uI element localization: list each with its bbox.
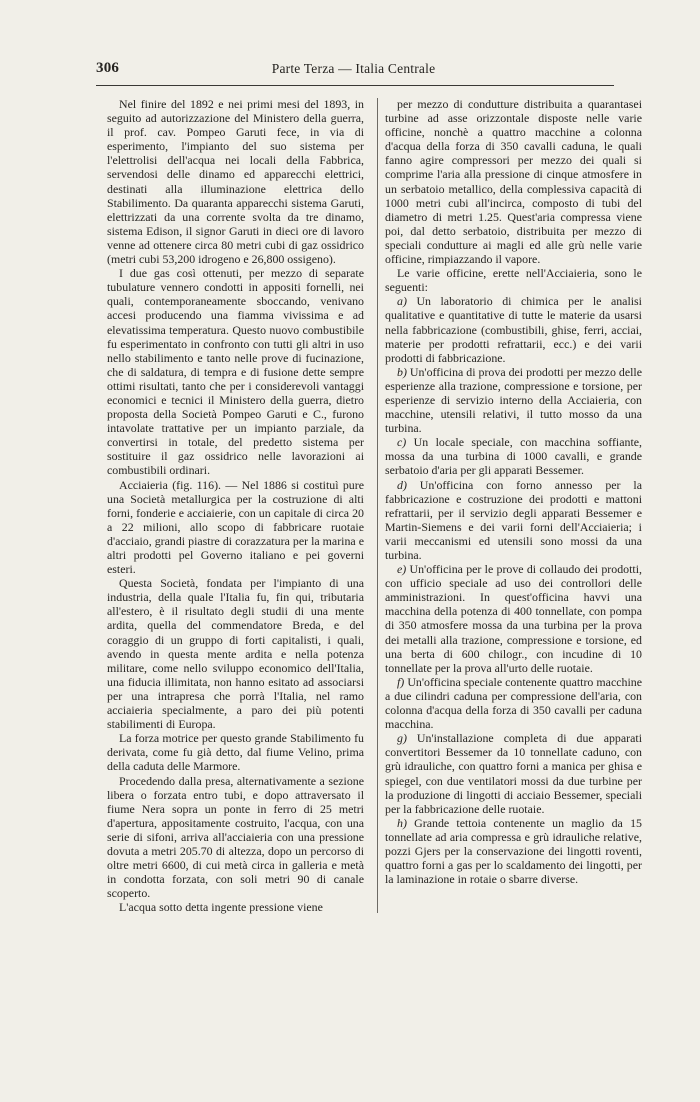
column-divider bbox=[377, 98, 378, 913]
paragraph: per mezzo di condutture distribuita a quarantasei turbine ad asse orizzontale disposte nelle varie officine, nonchè a quattro macchine a colonna d'acqua della forza di 350 cavalli caduna, le quali fanno agire compressori per mezzo dei quali si comprime l'aria alla pressione di cinque atmosfere in un serbatoio metallico, della complessiva capacità di 1000 metri cubi all'incirca, composto di tubi del diametro di metri 1.25. Quest'aria compressa viene poi, dal detto serbatoio, distribuita per mezzo di speciali condutture ai magli ed alle grù nelle varie officine, rimpiazzando il vapore. bbox=[385, 97, 642, 267]
paragraph: Acciaieria (fig. 116). — Nel 1886 si costituì pure una Società metallurgica per la costruzione di alti forni, fonderie e acciaierie, con un capitale di circa 20 a 22 milioni, allo scopo di fabbricare ruotaie d'acciaio, grandi piastre di corazzatura per la marina e altri prodotti pel Governo italiano e pei governi esteri. bbox=[107, 477, 364, 577]
item-text: Grande tettoia contenente un maglio da 15 tonnellate ad aria compressa e grù idrauliche relative, pozzi Gjers per la conservazione dei lingotti roventi, quattro forni a gas per lo scaldamento dei lingotti, per la laminazione in rotaie o sbarre diverse. bbox=[385, 815, 642, 887]
list-item bbox=[385, 435, 642, 477]
list-item bbox=[385, 562, 642, 675]
item-text: Un'officina speciale contenente quattro macchine a due cilindri caduna per compressione dell'aria, con colonna d'acqua della forza di 350 cavalli per caduna macchina. bbox=[385, 674, 642, 732]
list-item bbox=[385, 675, 642, 731]
page-header bbox=[96, 60, 611, 80]
item-marker: a) bbox=[397, 294, 407, 309]
item-text: Un laboratorio di chimica per le analisi qualitative e quantitative di tutte le materie da usarsi nella fabbricazione (combustibili, ghise, ferri, acciai, materie per prodotti refrattarii, ecc.) e dei varii prodotti di fabbricazione. bbox=[385, 294, 642, 365]
item-text: Un'installazione completa di due apparati convertitori Bessemer da 10 tonnellate caduno, con grù idrauliche, con quattro forni a manica per ghisa e spiegel, con due ventilatori mossi da due turbine per la produzione di lingotti di acciaio Bessemer, speciali per la fabbricazione delle ruotaie. bbox=[385, 731, 642, 816]
item-marker: g) bbox=[397, 731, 407, 746]
item-marker: h) bbox=[397, 815, 407, 830]
list-item bbox=[385, 294, 642, 364]
item-marker: d) bbox=[397, 477, 407, 492]
right-column bbox=[385, 97, 642, 886]
item-text: Un'officina di prova dei prodotti per mezzo delle esperienze alla trazione, compressione e torsione, per esperienze di servizio interno della Acciaieria, con macchine, utensili relativi, il tutto mosso da una turbina. bbox=[385, 364, 642, 436]
list-item bbox=[385, 365, 642, 435]
header-rule bbox=[96, 85, 614, 86]
paragraph: I due gas così ottenuti, per mezzo di separate tubulature vennero condotti in appositi fornelli, nei quali, contemporaneamente sboccando, venivano accesi producendo una fiamma vivissima e ad elevatissima temperatura. Questo nuovo combustibile fu esperimentato in confronto con tutti gli altri in uso nello stabilimento e tanto nelle prove di fucinazione, che di saldatura, di tempra e di fusione dette sempre ottimi risultati, tanto che per i considerevoli vantaggi economici e tecnici il Ministero della guerra, dietro proposta della Società Pompeo Garuti e C., furono intavolate trattative per un impianto parziale, da convertirsi in totale, del predetto sistema per sostituire il gaz ossidrico nelle lavorazioni ai combustibili ordinari. bbox=[107, 266, 364, 478]
paragraph: Nel finire del 1892 e nei primi mesi del 1893, in seguito ad autorizzazione del Ministero della guerra, il prof. cav. Pompeo Garuti fece, in via di esperimento, l'impianto del suo sistema per l'elettrolisi dell'acqua nei locali della Fabbrica, servendosi delle dinamo ed apparecchi elettrici, destinati alla illuminazione elettrica dello Stabilimento. Da quaranta apparecchi sistema Garuti, elettrizzati da una corrente svolta da tre dinamo, sistema Edison, il signor Garuti in dieci ore di lavoro venne ad ottenere circa 80 metri cubi di gaz ossidrico (metri cubi 53,200 idrogeno e 26,800 ossigeno). bbox=[107, 97, 364, 267]
item-marker: b) bbox=[397, 364, 407, 379]
item-text: Un'officina per le prove di collaudo dei prodotti, con ufficio speciale ad uso dei controllori delle amministrazioni. In quest'officina havvi una macchina della potenza di 400 tonnellate, con pompa di 350 atmosfere mossa da una turbina per la prova dei metalli alla trazione, compressione e torsione, ed una berta di 600 chilogr., con incudine di 10 tonnellate per la prova all'urto delle ruotaie. bbox=[385, 562, 642, 675]
paragraph: La forza motrice per questo grande Stabilimento fu derivata, come fu già detto, dal fiume Velino, prima della caduta delle Marmore. bbox=[107, 731, 364, 774]
paragraph: Questa Società, fondata per l'impianto di una industria, della quale l'Italia fu, fin qui, tributaria all'estero, è il risultato degli studii di una mente ardita, quella del commendatore Breda, e del coraggio di un gruppo di forti capitalisti, i quali, avendo in questa mente ardita e nella potenza militare, come nello sviluppo economico dell'Italia, una fiducia illimitata, non hanno esitato ad associarsi per una intrapresa che porrà l'Italia, nel ramo acciaieria specialmente, a paro dei più potenti stabilimenti di Europa. bbox=[107, 576, 364, 732]
item-text: Un'officina con forno annesso per la fabbricazione e costruzione dei prodotti e mattoni refrattarii, per il servizio degli apparati Bessemer e Martin-Siemens e dei varii forni dell'Acciaieria; i varii meccanismi ed utensili sono mossi da una turbina. bbox=[385, 477, 642, 562]
paragraph: Le varie officine, erette nell'Acciaieria, sono le seguenti: bbox=[385, 266, 642, 295]
paragraph: Procedendo dalla presa, alternativamente a sezione libera o forzata entro tubi, e dopo attraversato il fiume Nera sopra un ponte in ferro di 25 metri d'apertura, appositamente costruito, l'acqua, con una serie di sifoni, arriva all'acciaieria con una pressione dovuta a metri 205.70 di altezza, dopo un percorso di oltre metri 6600, di cui metà circa in galleria e metà in condotta forzata, con soli metri 90 di canale scoperto. bbox=[107, 773, 364, 901]
item-text: Un locale speciale, con macchina soffiante, mossa da una turbina di 1000 cavalli, e grande serbatoio d'aria per gli apparati Bessemer. bbox=[385, 435, 642, 478]
item-marker: c) bbox=[397, 435, 407, 450]
list-item bbox=[385, 731, 642, 816]
item-marker: e) bbox=[397, 562, 407, 577]
list-item bbox=[385, 816, 642, 886]
running-title: Parte Terza — Italia Centrale bbox=[271, 61, 436, 76]
page-number: 306 bbox=[96, 60, 120, 76]
paragraph: L'acqua sotto detta ingente pressione viene bbox=[119, 900, 323, 915]
item-marker: f) bbox=[397, 674, 405, 689]
left-column bbox=[107, 97, 364, 914]
list-item bbox=[385, 478, 642, 563]
